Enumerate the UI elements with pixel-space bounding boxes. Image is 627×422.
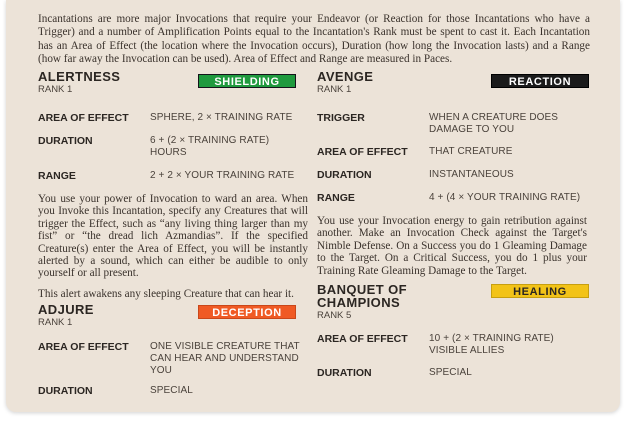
spell-rank: RANK 1: [317, 84, 352, 95]
spell-alertness: [38, 70, 308, 300]
rulebook-page: [6, 0, 620, 412]
stat-value: 2 + 2 × YOUR TRAINING RATE: [150, 170, 295, 181]
spell-stats: [38, 341, 308, 397]
stat-label: AREA OF EFFECT: [38, 112, 129, 124]
right-column: [317, 70, 587, 390]
stat-duration: [38, 385, 308, 397]
stat-area-of-effect: [317, 333, 587, 357]
stat-label: DURATION: [317, 367, 372, 380]
spell-title: ALERTNESS: [38, 69, 121, 84]
spell-stats: [38, 112, 308, 182]
stat-value: 6 + (2 × TRAINING RATE) HOURS: [150, 135, 270, 158]
stat-value: SPECIAL: [429, 367, 472, 379]
spell-title: ADJURE: [38, 302, 94, 318]
left-column: [38, 70, 308, 408]
spell-description: This alert awakens any sleeping Creature that can hear it.: [38, 287, 294, 300]
stat-label: DURATION: [317, 169, 372, 181]
spell-header: [317, 283, 587, 321]
spell-title-line-2: CHAMPIONS: [317, 295, 401, 311]
spell-rank: RANK 1: [38, 317, 73, 329]
stat-area-of-effect: [317, 146, 587, 158]
stat-label: DURATION: [38, 135, 93, 147]
spell-avenge: [317, 70, 587, 277]
stat-label: AREA OF EFFECT: [38, 341, 129, 354]
deception-tag: DECEPTION: [198, 305, 296, 319]
stat-label: AREA OF EFFECT: [317, 146, 408, 158]
spell-title: AVENGE: [317, 69, 374, 84]
reaction-tag: REACTION: [491, 74, 589, 88]
spell-stats: [317, 333, 587, 379]
stat-value: ONE VISIBLE CREATURE THAT CAN HEAR AND UNDERSTAND YOU: [150, 341, 300, 377]
healing-tag: HEALING: [491, 284, 589, 298]
spell-header: [317, 70, 587, 100]
spell-adjure: [38, 303, 308, 397]
stat-label: RANGE: [317, 192, 355, 204]
spell-description: You use your Invocation energy to gain retribution against another. Make an Invocation Check against the Target's Nimble Defense. On a Success you do 1 Gleaming Damage to the Target. On a Critical Success, you do 1 plus your Training Rate Gleaming Damage to the Target.: [317, 215, 587, 277]
stat-trigger: [317, 112, 587, 136]
stat-duration: [317, 169, 587, 181]
shielding-tag: SHIELDING: [198, 74, 296, 88]
stat-range: [317, 192, 587, 204]
spell-title-line-1: BANQUET OF: [317, 282, 407, 298]
stat-duration: [317, 367, 587, 379]
spell-header: [38, 70, 308, 100]
stat-value: SPHERE, 2 × TRAINING RATE: [150, 112, 293, 123]
spell-header: [38, 303, 308, 333]
stat-value: WHEN A CREATURE DOES DAMAGE TO YOU: [429, 112, 559, 135]
stat-value: 4 + (4 × YOUR TRAINING RATE): [429, 192, 581, 203]
stat-label: TRIGGER: [317, 112, 365, 124]
stat-area-of-effect: [38, 112, 308, 124]
stat-label: AREA OF EFFECT: [317, 333, 408, 346]
stat-value: INSTANTANEOUS: [429, 169, 514, 180]
spell-rank: RANK 5: [317, 310, 352, 322]
stat-duration: [38, 135, 308, 159]
stat-value: 10 + (2 × TRAINING RATE) VISIBLE ALLIES: [429, 333, 554, 357]
intro-paragraph: Incantations are more major Invocations that require your Endeavor (or Reaction for those Incantations who have a Trigger) and a number of Amplification Points equal to the Incantation's Rank must be spent to cast it. Each Incantation has an Area of Effect (the location where the Invocation occurs), Duration (how long the Invocation lasts) and a Range (how far away the Invocation can be used). Area of Effect and Range are measured in Paces.: [38, 13, 590, 65]
stat-label: DURATION: [38, 385, 93, 398]
spell-stats: [317, 112, 587, 204]
stat-value: SPECIAL: [150, 385, 193, 397]
stat-label: RANGE: [38, 170, 76, 182]
stat-value: THAT CREATURE: [429, 146, 513, 157]
stat-range: [38, 170, 308, 182]
stat-area-of-effect: [38, 341, 308, 377]
spell-description: You use your power of Invocation to ward an area. When you Invoke this Incantation, specify any Creatures that will trigger the Effect, such as “any living thing larger than my fist” or “the dread lich Azmandias”. If the specified Creature(s) enter the Area of Effect, you will be instantly alerted by a sound, which can either be audible to only yourself or all present.: [38, 193, 308, 280]
spell-banquet-of-champions: [317, 283, 587, 379]
spell-rank: RANK 1: [38, 84, 73, 95]
